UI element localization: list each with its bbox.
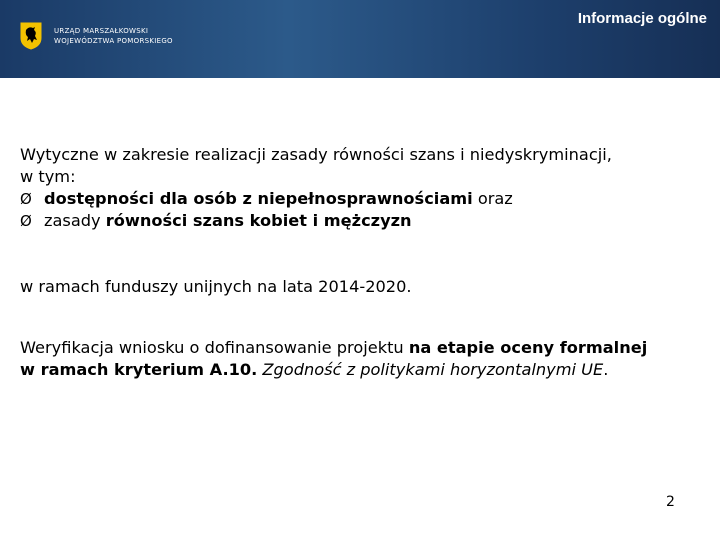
logo-line-1: URZĄD MARSZAŁKOWSKI	[54, 27, 149, 35]
verification-bold-2: w ramach kryterium A.10.	[20, 360, 258, 379]
verification-bold-1: na etapie oceny formalnej	[408, 338, 648, 357]
slide-body	[20, 144, 700, 381]
logo	[20, 22, 173, 50]
bullet-bold-text: dostępności dla osób z niepełnosprawnościami	[44, 189, 473, 208]
bullet-item-accessibility	[20, 188, 700, 210]
bullet-text	[44, 188, 513, 210]
verification-end: .	[603, 360, 609, 379]
bullet-item-equality	[20, 210, 700, 232]
header-title: Informacje ogólne	[577, 10, 707, 27]
logo-line-2: WOJEWÓDZTWA POMORSKIEGO	[54, 37, 173, 45]
funds-paragraph: w ramach funduszy unijnych na lata 2014-2020.	[20, 277, 412, 296]
bullet-text	[44, 210, 412, 232]
intro-line-1: Wytyczne w zakresie realizacji zasady równości szans i niedyskryminacji,	[20, 145, 612, 164]
intro-line-2: w tym:	[20, 167, 76, 186]
verification-text: Weryfikacja wniosku o dofinansowanie projektu	[20, 338, 409, 357]
bullet-rest-text: oraz	[472, 189, 513, 208]
header-bar	[0, 0, 720, 78]
arrow-bullet-icon: Ø	[20, 212, 32, 230]
griffin-crest-icon	[20, 22, 42, 50]
page-number: 2	[666, 494, 675, 510]
bullet-bold-text: równości szans kobiet i mężczyzn	[105, 211, 412, 230]
arrow-bullet-icon: Ø	[20, 190, 32, 208]
bullet-prefix-text: zasady	[44, 211, 106, 230]
logo-text	[54, 26, 173, 46]
verification-italic: Zgodność z politykami horyzontalnymi UE	[257, 360, 604, 379]
verification-paragraph	[20, 337, 700, 381]
